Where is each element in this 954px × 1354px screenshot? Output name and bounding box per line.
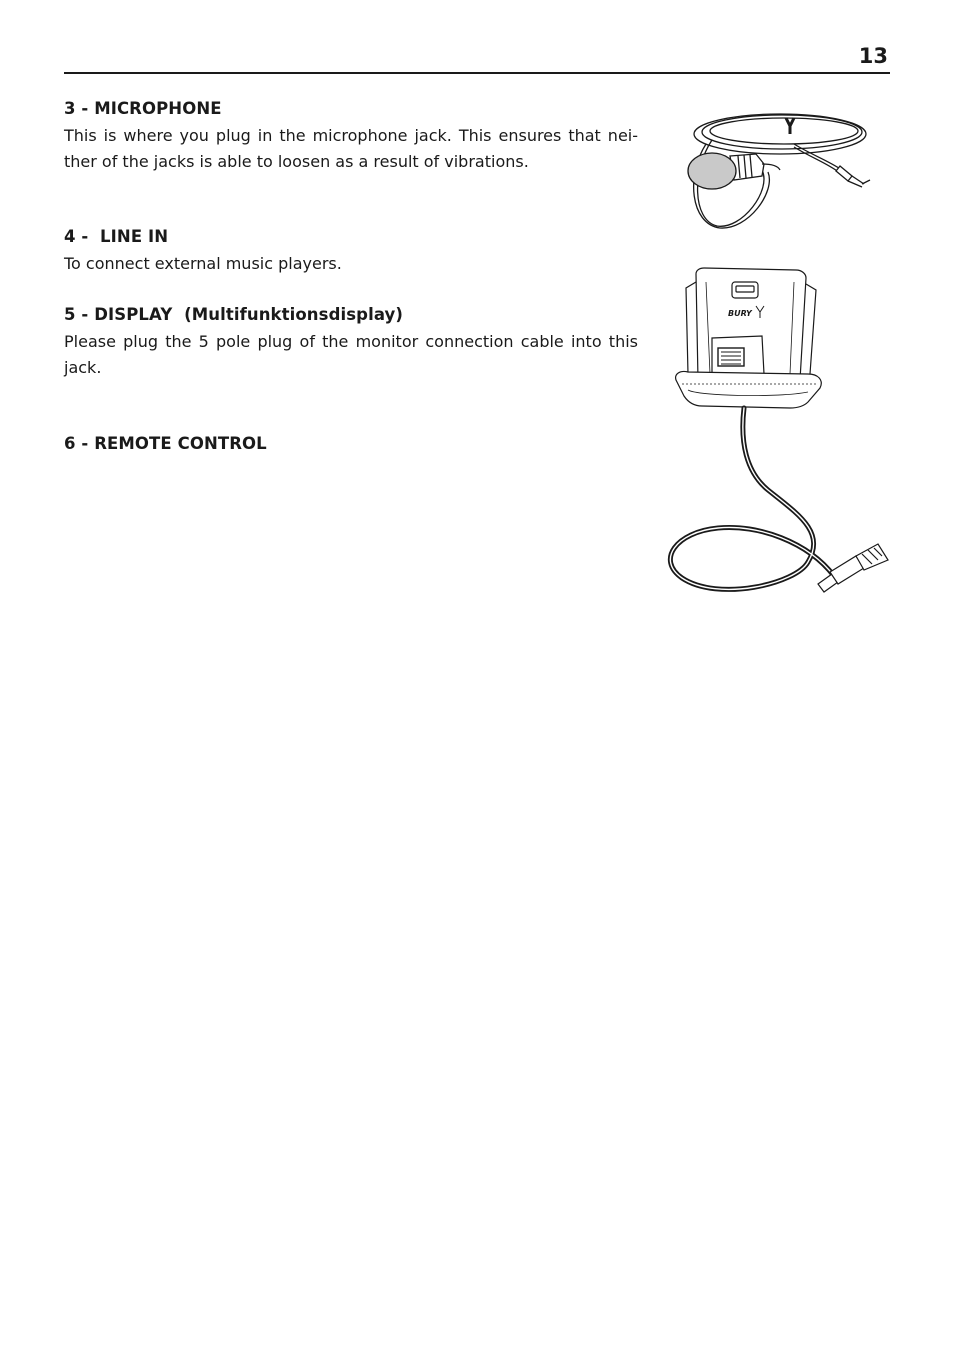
section-display xyxy=(64,304,638,381)
brand-logo: BURY xyxy=(728,309,752,318)
section-heading: 6 - REMOTE CONTROL xyxy=(64,434,267,453)
page-number: 13 xyxy=(858,44,888,68)
section-heading: 4 - LINE IN xyxy=(64,227,169,246)
section-body: This is where you plug in the microphone jack. This ensures that nei-ther of the jacks is able to loosen as a result of vibrations. xyxy=(64,126,638,171)
section-body: Please plug the 5 pole plug of the monitor connection cable into this jack. xyxy=(64,332,638,377)
section-heading: 3 - MICROPHONE xyxy=(64,99,222,118)
section-microphone xyxy=(64,98,638,175)
microphone-with-cable-icon xyxy=(682,100,882,232)
header-rule xyxy=(64,72,890,74)
section-remote-control xyxy=(64,433,638,455)
section-line-in xyxy=(64,226,638,277)
section-heading: 5 - DISPLAY (Multifunktionsdisplay) xyxy=(64,305,404,324)
section-body: To connect external music players. xyxy=(64,254,342,273)
phone-cradle-with-cable-icon xyxy=(658,262,894,608)
